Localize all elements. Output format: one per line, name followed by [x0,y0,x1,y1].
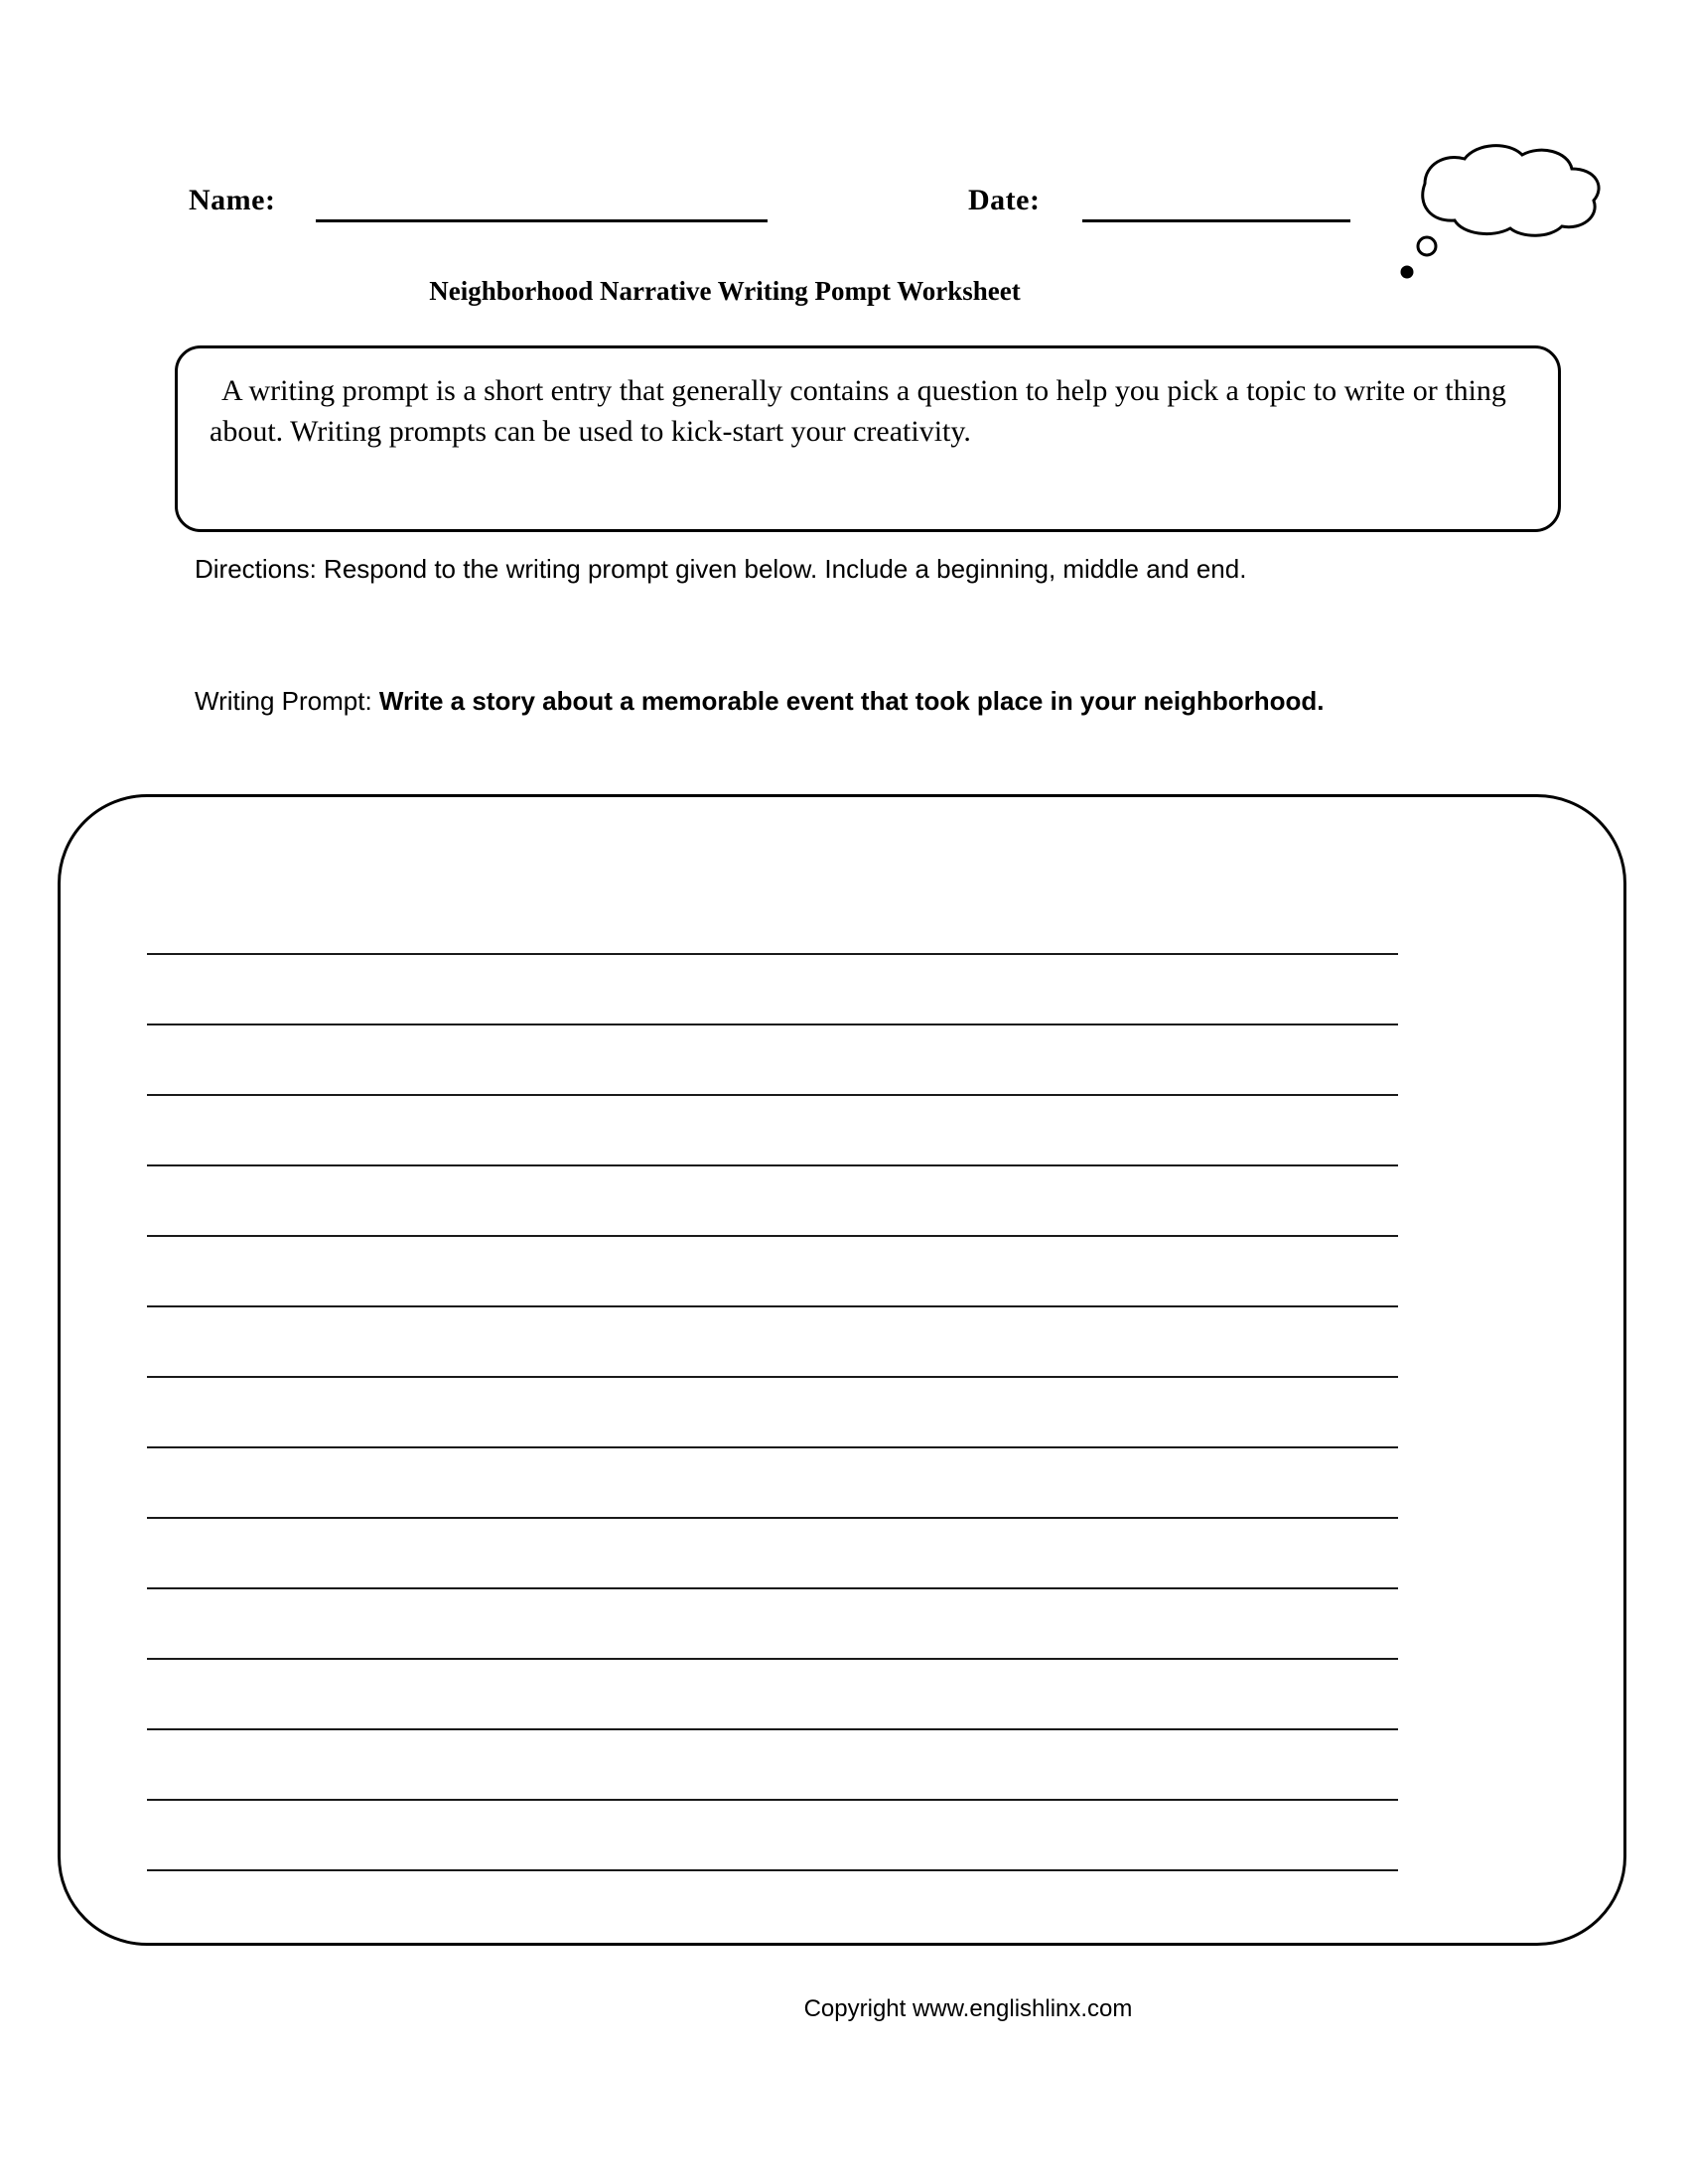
name-input-line[interactable] [316,219,768,222]
date-label: Date: [968,184,1041,216]
writing-line[interactable] [147,953,1398,955]
name-label: Name: [189,184,276,216]
writing-line[interactable] [147,1305,1398,1307]
definition-text: A writing prompt is a short entry that generally contains a question to help you pick a topic to write or thing about. Writing prompts can be used to kick-start your creativity. [210,374,1506,449]
writing-line[interactable] [147,1799,1398,1801]
writing-line[interactable] [147,1869,1398,1871]
writing-prompt-label: Writing Prompt: [195,686,379,716]
writing-line[interactable] [147,1164,1398,1166]
date-input-line[interactable] [1082,219,1350,222]
writing-line[interactable] [147,1517,1398,1519]
writing-line[interactable] [147,1728,1398,1730]
writing-line[interactable] [147,1658,1398,1660]
writing-line[interactable] [147,1094,1398,1096]
header-row [189,184,1360,243]
definition-box [175,345,1561,532]
writing-line[interactable] [147,1376,1398,1378]
writing-line[interactable] [147,1235,1398,1237]
writing-line[interactable] [147,1587,1398,1589]
writing-lines[interactable] [147,953,1398,1866]
writing-line[interactable] [147,1446,1398,1448]
writing-line[interactable] [147,1024,1398,1025]
directions-text: Directions: Respond to the writing prompt given below. Include a beginning, middle and end. [195,554,1247,584]
page-title: Neighborhood Narrative Writing Pompt Worksheet [429,276,1021,306]
writing-prompt-block [195,680,1495,722]
writing-prompt-text: Write a story about a memorable event that took place in your neighborhood. [378,686,1325,716]
copyright-text: Copyright www.englishlinx.com [803,1995,1133,2022]
